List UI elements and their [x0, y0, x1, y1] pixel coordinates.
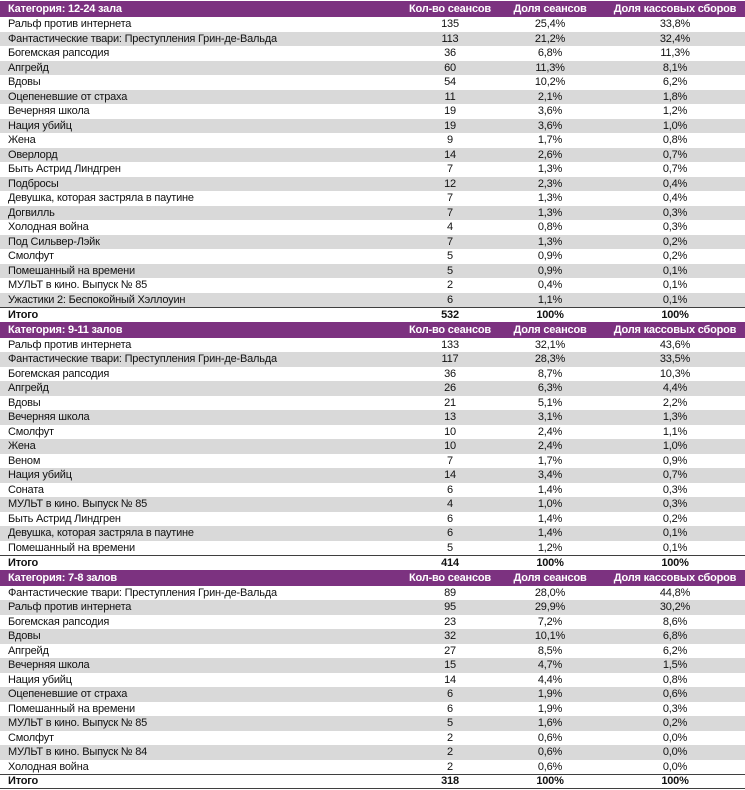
boxoffice-share: 0,0%: [662, 746, 688, 758]
session-share: 1,4%: [537, 483, 563, 496]
table-row: [0, 104, 745, 119]
sessions-count: 135: [441, 18, 459, 30]
boxoffice-share: 0,2%: [662, 250, 688, 262]
sessions-count: 7: [447, 235, 453, 248]
sessions-count: 60: [444, 61, 456, 74]
table-row: [0, 338, 745, 353]
sessions-count: 36: [444, 47, 456, 59]
session-share: 1,9%: [537, 688, 563, 700]
session-share: 2,6%: [537, 148, 563, 161]
table-row: [0, 46, 745, 61]
section-header-row: [0, 570, 745, 586]
table-row: [0, 191, 745, 206]
sessions-count: 26: [444, 382, 456, 394]
total-label: Итого: [8, 775, 39, 787]
sessions-count: 7: [447, 206, 453, 219]
sessions-count: 2: [447, 731, 453, 744]
session-share: 2,4%: [537, 440, 563, 452]
table-row: [0, 454, 745, 469]
session-share: 1,0%: [537, 498, 563, 510]
boxoffice-share: 0,8%: [662, 673, 688, 686]
movie-title: Подбросы: [8, 177, 59, 190]
column-header-boxoffice-share: Доля кассовых сборов: [613, 571, 737, 584]
movie-title: Жена: [8, 440, 36, 452]
movie-title: Ужастики 2: Беспокойный Хэллоуин: [8, 293, 186, 306]
session-share: 6,3%: [537, 382, 563, 394]
sessions-count: 7: [447, 192, 453, 204]
boxoffice-share: 44,8%: [659, 586, 691, 599]
column-header-sessions: Кол-во сеансов: [409, 3, 491, 15]
boxoffice-share: 0,3%: [662, 483, 688, 496]
sessions-count: 6: [447, 527, 453, 539]
movie-title: Веном: [8, 454, 41, 467]
session-share: 1,6%: [537, 717, 563, 729]
boxoffice-share: 8,1%: [662, 61, 688, 74]
session-share: 1,3%: [537, 206, 563, 219]
column-header-session-share: Доля сеансов: [513, 571, 587, 584]
boxoffice-share: 32,4%: [659, 32, 691, 45]
session-share: 4,7%: [537, 659, 563, 671]
session-share: 32,1%: [534, 338, 566, 351]
table-row: [0, 32, 745, 47]
movie-title: Ральф против интернета: [8, 18, 132, 30]
sessions-count: 14: [444, 673, 456, 686]
session-share: 1,4%: [537, 512, 563, 525]
boxoffice-share: 1,2%: [662, 105, 688, 117]
column-header-boxoffice-share: Доля кассовых сборов: [613, 323, 737, 336]
table-row: [0, 264, 745, 279]
table-row: [0, 687, 745, 702]
sessions-count: 5: [447, 717, 453, 729]
movie-title: Оцепеневшие от страха: [8, 90, 128, 103]
session-share: 6,8%: [537, 47, 563, 59]
session-share: 3,4%: [537, 469, 563, 481]
session-share: 1,7%: [537, 454, 563, 467]
movie-title: Апгрейд: [8, 61, 49, 74]
sessions-count: 113: [441, 32, 459, 45]
session-share: 4,4%: [537, 673, 563, 686]
session-share: 0,8%: [537, 221, 563, 233]
total-row: [0, 555, 745, 570]
total-session-share: 100%: [536, 775, 564, 787]
total-sessions: 414: [441, 556, 459, 569]
sessions-count: 4: [447, 498, 453, 510]
sessions-count: 32: [444, 630, 456, 642]
boxoffice-share: 0,6%: [662, 688, 688, 700]
table-row: [0, 206, 745, 221]
movie-title: Догвилль: [8, 206, 55, 219]
boxoffice-share: 8,6%: [662, 615, 688, 628]
table-row: [0, 526, 745, 541]
table-row: [0, 220, 745, 235]
movie-title: Холодная война: [8, 760, 89, 773]
boxoffice-share: 0,1%: [662, 293, 688, 306]
boxoffice-share: 6,2%: [662, 644, 688, 657]
total-boxoffice-share: 100%: [661, 556, 689, 569]
sessions-count: 15: [444, 659, 456, 671]
session-share: 1,7%: [537, 134, 563, 146]
movie-title: Девушка, которая застряла в паутине: [8, 527, 194, 539]
movie-title: Помешанный на времени: [8, 702, 135, 715]
table-row: [0, 745, 745, 760]
movie-title: Ральф против интернета: [8, 338, 132, 351]
category-section: [0, 322, 745, 570]
boxoffice-share: 0,2%: [662, 717, 688, 729]
sessions-count: 36: [444, 367, 456, 380]
session-share: 0,6%: [537, 731, 563, 744]
movie-title: Нация убийц: [8, 469, 72, 481]
boxoffice-share: 0,2%: [662, 512, 688, 525]
column-header-session-share: Доля сеансов: [513, 323, 587, 336]
movie-title: Вечерняя школа: [8, 411, 90, 423]
boxoffice-share: 0,4%: [662, 192, 688, 204]
boxoffice-share: 2,2%: [662, 396, 688, 409]
movie-title: Смолфут: [8, 731, 54, 744]
sessions-count: 7: [447, 163, 453, 175]
session-share: 0,9%: [537, 250, 563, 262]
session-share: 5,1%: [537, 396, 563, 409]
sessions-count: 27: [444, 644, 456, 657]
sessions-count: 4: [447, 221, 453, 233]
column-header-boxoffice-share: Доля кассовых сборов: [613, 3, 737, 15]
sessions-count: 2: [447, 760, 453, 773]
movie-title: Оцепеневшие от страха: [8, 688, 128, 700]
session-share: 8,5%: [537, 644, 563, 657]
boxoffice-share: 1,0%: [662, 119, 688, 132]
category-section: [0, 1, 745, 322]
column-header-sessions: Кол-во сеансов: [409, 323, 491, 336]
sessions-count: 7: [447, 454, 453, 467]
session-share: 1,3%: [537, 192, 563, 204]
movie-title: Вечерняя школа: [8, 659, 90, 671]
boxoffice-share: 0,3%: [662, 206, 688, 219]
boxoffice-share: 30,2%: [659, 601, 691, 613]
boxoffice-share: 0,2%: [662, 235, 688, 248]
table-row: [0, 497, 745, 512]
session-share: 10,1%: [534, 630, 566, 642]
table-row: [0, 673, 745, 688]
sessions-count: 10: [444, 425, 456, 438]
table-row: [0, 439, 745, 454]
session-share: 3,6%: [537, 105, 563, 117]
boxoffice-share: 1,1%: [662, 425, 688, 438]
boxoffice-share: 33,5%: [659, 353, 691, 365]
movie-title: Богемская рапсодия: [8, 615, 110, 628]
total-label: Итого: [8, 556, 39, 569]
movie-title: Под Сильвер-Лэйк: [8, 235, 100, 248]
sessions-count: 9: [447, 134, 453, 146]
session-share: 25,4%: [534, 18, 566, 30]
movie-title: Фантастические твари: Преступления Грин-де-Вальда: [8, 586, 277, 599]
movie-title: Богемская рапсодия: [8, 47, 110, 59]
table-row: [0, 177, 745, 192]
table-row: [0, 468, 745, 483]
sessions-count: 21: [444, 396, 456, 409]
session-share: 8,7%: [537, 367, 563, 380]
session-share: 28,0%: [534, 586, 566, 599]
session-share: 11,3%: [535, 61, 565, 74]
movie-title: МУЛЬТ в кино. Выпуск № 84: [8, 746, 148, 758]
movie-title: Холодная война: [8, 221, 89, 233]
sessions-count: 13: [444, 411, 456, 423]
session-share: 2,4%: [537, 425, 563, 438]
sessions-count: 19: [444, 119, 456, 132]
boxoffice-share: 0,7%: [662, 148, 688, 161]
sessions-count: 19: [444, 105, 456, 117]
category-section: [0, 570, 745, 789]
boxoffice-share: 0,7%: [662, 163, 688, 175]
movie-title: Помешанный на времени: [8, 264, 135, 277]
table-row: [0, 760, 745, 775]
session-share: 1,2%: [537, 541, 563, 554]
sessions-count: 117: [441, 353, 459, 365]
boxoffice-share: 0,9%: [662, 454, 688, 467]
table-row: [0, 249, 745, 264]
session-share: 3,6%: [537, 119, 563, 132]
table-row: [0, 119, 745, 134]
total-session-share: 100%: [536, 308, 564, 321]
sessions-count: 12: [444, 177, 456, 190]
boxoffice-share: 0,1%: [662, 541, 688, 554]
session-share: 1,9%: [537, 702, 563, 715]
section-rows: [0, 586, 745, 775]
sessions-count: 89: [444, 586, 456, 599]
movie-title: Оверлорд: [8, 148, 58, 161]
table-row: [0, 162, 745, 177]
table-row: [0, 396, 745, 411]
session-share: 3,1%: [537, 411, 563, 423]
section-title: Категория: 9-11 залов: [8, 323, 123, 336]
sessions-count: 54: [444, 76, 456, 88]
boxoffice-share: 11,3%: [660, 47, 690, 59]
movie-title: Нация убийц: [8, 673, 72, 686]
movie-title: Богемская рапсодия: [8, 367, 110, 380]
movie-title: Помешанный на времени: [8, 541, 135, 554]
table-row: [0, 702, 745, 717]
session-share: 1,4%: [537, 527, 563, 539]
session-share: 29,9%: [534, 601, 566, 613]
column-header-session-share: Доля сеансов: [513, 3, 587, 15]
section-header-row: [0, 322, 745, 338]
session-share: 0,4%: [537, 279, 563, 291]
movie-title: Смолфут: [8, 250, 54, 262]
table-row: [0, 716, 745, 731]
boxoffice-share: 0,3%: [662, 221, 688, 233]
sessions-count: 5: [447, 250, 453, 262]
table-row: [0, 352, 745, 367]
movie-title: Быть Астрид Линдгрен: [8, 163, 121, 175]
section-header-row: [0, 1, 745, 17]
sessions-count: 10: [444, 440, 456, 452]
table-row: [0, 90, 745, 105]
total-label: Итого: [8, 308, 39, 321]
table-row: [0, 658, 745, 673]
movie-title: Апгрейд: [8, 644, 49, 657]
boxoffice-share: 0,1%: [662, 279, 688, 291]
movie-title: Вдовы: [8, 630, 41, 642]
boxoffice-share: 0,1%: [662, 264, 688, 277]
movie-title: Жена: [8, 134, 36, 146]
column-header-sessions: Кол-во сеансов: [409, 571, 491, 584]
movie-title: Соната: [8, 483, 44, 496]
table-row: [0, 410, 745, 425]
movie-title: Вдовы: [8, 396, 41, 409]
table-row: [0, 367, 745, 382]
movie-title: Фантастические твари: Преступления Грин-де-Вальда: [8, 32, 277, 45]
movie-title: Нация убийц: [8, 119, 72, 132]
movie-title: Вечерняя школа: [8, 105, 90, 117]
boxoffice-share: 10,3%: [659, 367, 691, 380]
sessions-count: 6: [447, 702, 453, 715]
table-row: [0, 644, 745, 659]
sessions-count: 14: [444, 469, 456, 481]
total-sessions: 532: [441, 308, 459, 321]
boxoffice-share: 1,5%: [662, 659, 688, 671]
sessions-count: 2: [447, 279, 453, 291]
table-row: [0, 381, 745, 396]
session-share: 1,3%: [537, 235, 563, 248]
boxoffice-share: 1,3%: [662, 411, 688, 423]
section-rows: [0, 17, 745, 307]
table-row: [0, 133, 745, 148]
table-row: [0, 629, 745, 644]
boxoffice-share: 0,3%: [662, 498, 688, 510]
session-share: 21,2%: [534, 32, 566, 45]
table-row: [0, 425, 745, 440]
sessions-count: 14: [444, 148, 456, 161]
section-title: Категория: 12-24 зала: [8, 3, 122, 15]
total-session-share: 100%: [536, 556, 564, 569]
boxoffice-share: 1,8%: [662, 90, 688, 103]
total-boxoffice-share: 100%: [661, 308, 689, 321]
movie-title: Апгрейд: [8, 382, 49, 394]
sessions-count: 5: [447, 264, 453, 277]
sessions-count: 5: [447, 541, 453, 554]
movie-title: МУЛЬТ в кино. Выпуск № 85: [8, 717, 148, 729]
boxoffice-share: 43,6%: [659, 338, 691, 351]
table-row: [0, 75, 745, 90]
boxoffice-share: 6,2%: [662, 76, 688, 88]
boxoffice-share: 0,3%: [662, 702, 688, 715]
table-row: [0, 148, 745, 163]
movie-title: Ральф против интернета: [8, 601, 132, 613]
table-row: [0, 483, 745, 498]
total-boxoffice-share: 100%: [661, 775, 689, 787]
section-title: Категория: 7-8 залов: [8, 571, 117, 584]
sessions-count: 23: [444, 615, 456, 628]
total-row: [0, 307, 745, 322]
sessions-count: 6: [447, 483, 453, 496]
boxoffice-share: 4,4%: [662, 382, 688, 394]
session-share: 0,6%: [537, 760, 563, 773]
session-share: 0,9%: [537, 264, 563, 277]
movie-title: Смолфут: [8, 425, 54, 438]
session-share: 2,1%: [537, 90, 563, 103]
session-share: 2,3%: [537, 177, 563, 190]
movie-title: Фантастические твари: Преступления Грин-де-Вальда: [8, 353, 277, 365]
table-row: [0, 235, 745, 250]
boxoffice-share: 0,1%: [662, 527, 688, 539]
movie-title: Девушка, которая застряла в паутине: [8, 192, 194, 204]
session-share: 10,2%: [534, 76, 566, 88]
session-share: 1,3%: [537, 163, 563, 175]
total-row: [0, 774, 745, 789]
section-rows: [0, 338, 745, 556]
table-row: [0, 586, 745, 601]
table-row: [0, 61, 745, 76]
sessions-count: 95: [444, 601, 456, 613]
sessions-count: 6: [447, 293, 453, 306]
movie-title: МУЛЬТ в кино. Выпуск № 85: [8, 498, 148, 510]
session-share: 1,1%: [537, 293, 563, 306]
table-row: [0, 600, 745, 615]
sessions-count: 6: [447, 688, 453, 700]
table-row: [0, 512, 745, 527]
boxoffice-share: 0,4%: [662, 177, 688, 190]
movie-title: Быть Астрид Линдгрен: [8, 512, 121, 525]
table-row: [0, 278, 745, 293]
session-share: 7,2%: [537, 615, 563, 628]
session-share: 0,6%: [537, 746, 563, 758]
boxoffice-share: 1,0%: [662, 440, 688, 452]
boxoffice-share: 33,8%: [659, 18, 691, 30]
table-row: [0, 17, 745, 32]
table-row: [0, 541, 745, 556]
boxoffice-share: 6,8%: [662, 630, 688, 642]
sessions-count: 133: [441, 338, 459, 351]
movie-title: Вдовы: [8, 76, 41, 88]
total-sessions: 318: [441, 775, 459, 787]
table-row: [0, 615, 745, 630]
table-row: [0, 731, 745, 746]
movie-title: МУЛЬТ в кино. Выпуск № 85: [8, 279, 148, 291]
boxoffice-share: 0,0%: [662, 731, 688, 744]
sessions-count: 6: [447, 512, 453, 525]
sessions-count: 11: [444, 90, 456, 103]
boxoffice-share: 0,8%: [662, 134, 688, 146]
boxoffice-share: 0,0%: [662, 760, 688, 773]
session-share: 28,3%: [534, 353, 566, 365]
sessions-count: 2: [447, 746, 453, 758]
boxoffice-share: 0,7%: [662, 469, 688, 481]
table-row: [0, 293, 745, 308]
